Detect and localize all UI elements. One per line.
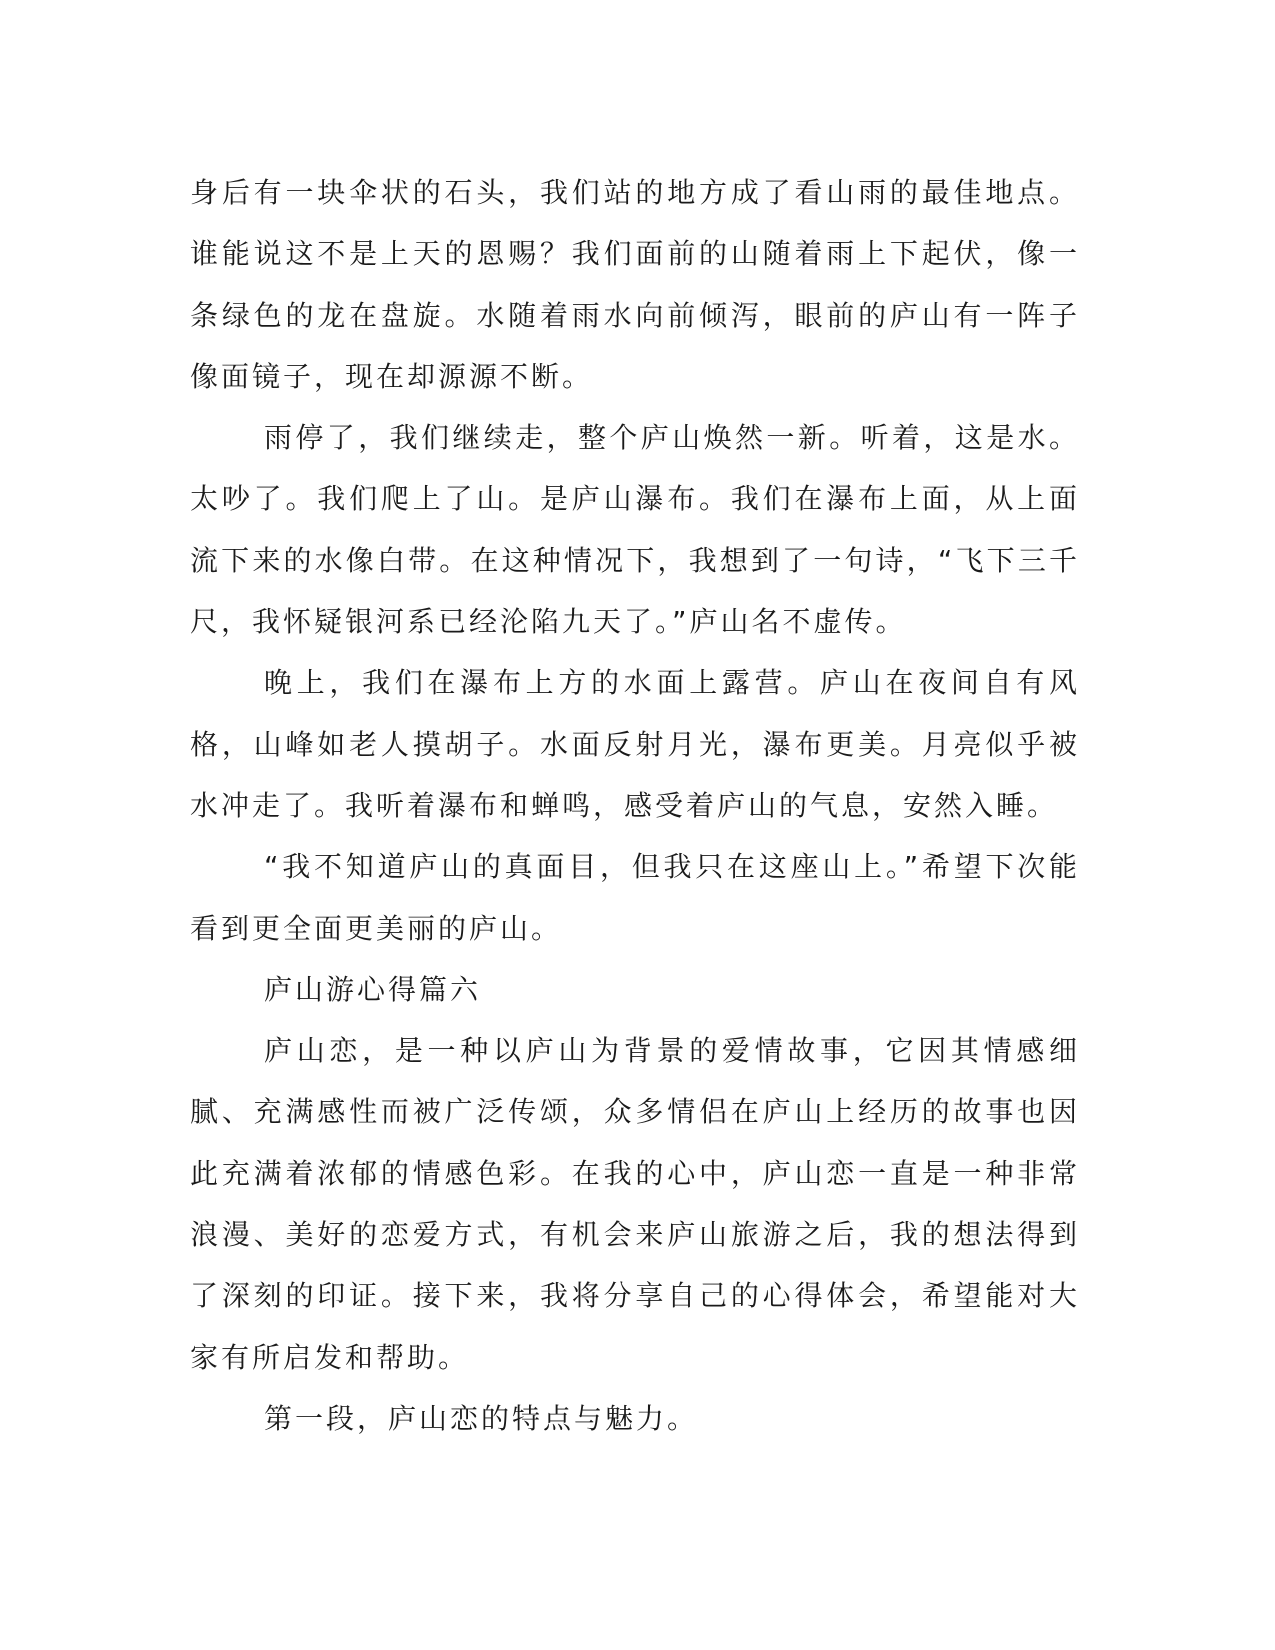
paragraph-waterfall: 雨停了，我们继续走，整个庐山焕然一新。听着，这是水。太吵了。我们爬上了山。是庐山瀑布。我们在瀑布上面，从上面流下来的水像白带。在这种情况下，我想到了一句诗，“飞下三千尺，我怀疑银河系已经沦陷九天了。”庐山名不虚传。 (190, 421, 1080, 639)
document-body (190, 162, 1080, 1449)
paragraph-continued: 身后有一块伞状的石头，我们站的地方成了看山雨的最佳地点。谁能说这不是上天的恩赐？我们面前的山随着雨上下起伏，像一条绿色的龙在盘旋。水随着雨水向前倾泻，眼前的庐山有一阵子像面镜子，现在却源源不断。 (190, 176, 1080, 393)
paragraph-quote: “我不知道庐山的真面目，但我只在这座山上。”希望下次能看到更全面更美丽的庐山。 (190, 850, 1080, 945)
paragraph-section-one: 第一段，庐山恋的特点与魅力。 (264, 1401, 699, 1435)
paragraph-night-camp: 晚上，我们在瀑布上方的水面上露营。庐山在夜间自有风格，山峰如老人摸胡子。水面反射月光，瀑布更美。月亮似乎被水冲走了。我听着瀑布和蝉鸣，感受着庐山的气息，安然入睡。 (190, 666, 1080, 822)
section-heading: 庐山游心得篇六 (264, 972, 482, 1006)
paragraph-lushan-love: 庐山恋，是一种以庐山为背景的爱情故事，它因其情感细腻、充满感性而被广泛传颂，众多情侣在庐山上经历的故事也因此充满着浓郁的情感色彩。在我的心中，庐山恋一直是一种非常浪漫、美好的恋爱方式，有机会来庐山旅游之后，我的想法得到了深刻的印证。接下来，我将分享自己的心得体会，希望能对大家有所启发和帮助。 (190, 1034, 1080, 1374)
